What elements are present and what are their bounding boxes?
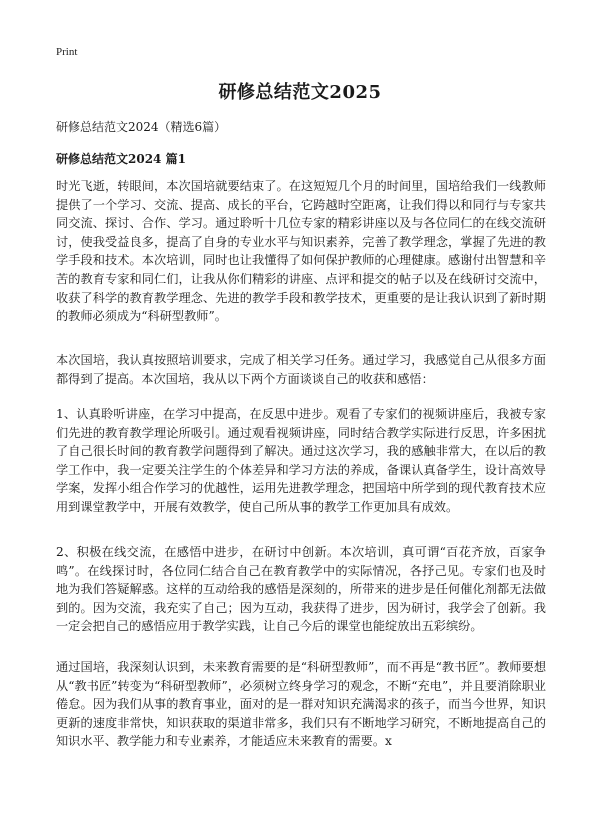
paragraph-point-2: 2、积极在线交流，在感悟中进步，在研讨中创新。本次培训，真可谓“百花齐放，百家争鸣”。在线探讨时，各位同仁结合自己在教育教学中的实际情况，各抒己见。专家们也及时地为我们答疑解惑。这样的互动给我的感悟是深刻的，所带来的进步是任何催化剂都无法做到的。因为交流，我充实了自己；因为互动，我获得了进步，因为研讨，我学会了创新。我一定会把自己的感悟应用于教学实践，让自己今后的课堂也能绽放出五彩缤纷。 (56, 545, 546, 634)
page-title: 研修总结范文2025 (218, 82, 382, 103)
paragraph-intro: 时光飞逝，转眼间，本次国培就要结束了。在这短短几个月的时间里，国培给我们一线教师提供了一个学习、交流、提高、成长的平台，它跨越时空距离，让我们得以和同行与专家共同交流、探讨、合作、学习。通过聆听十几位专家的精彩讲座以及与各位同仁的在线交流研讨，使我受益良多，提高了自身的专业水平与知识素养，完善了教学理念，掌握了先进的教学手段和技术。本次培训，同时也让我懂得了如何保护教师的心理健康。感谢付出智慧和辛苦的教育专家和同仁们，让我从你们精彩的讲座、点评和提交的帖子以及在线研讨交流中，收获了科学的教育教学理念、先进的教学手段和教学技术，更重要的是让我认识到了新时期的教师必须成为“科研型教师”。 (56, 179, 546, 324)
paragraph-conclusion: 通过国培，我深刻认识到，未来教育需要的是“科研型教师”，而不再是“教书匠”。教师要想从“教书匠”转变为“科研型教师”，必须树立终身学习的观念，不断“充电”，并且要消除职业倦怠。因为我们从事的教育事业，面对的是一群对知识充满渴求的孩子，而当今世界，知识更新的速度非常快，知识获取的渠道非常多，我们只有不断地学习研究，不断地提高自己的知识水平、教学能力和专业素养，才能适应未来教育的需要。x (56, 660, 547, 749)
paragraph-point-1: 1、认真聆听讲座，在学习中提高，在反思中进步。观看了专家们的视频讲座后，我被专家们先进的教育教学理论所吸引。通过观看视频讲座，同时结合教学实际进行反思，许多困扰了自己很长时间的教育教学问题得到了解决。通过这次学习，我的感触非常大，在以后的教学工作中，我一定要关注学生的个体差异和学习方法的养成，备课认真备学生，设计高效导学案，发挥小组合作学习的优越性，运用先进教学理念，把国培中所学到的现代教育技术应用到课堂教学中，开展有效教学，使自己所从事的教学工作更加具有成效。 (56, 407, 546, 514)
print-link[interactable]: Print (56, 46, 78, 58)
section-heading: 研修总结范文2024 篇1 (56, 152, 186, 166)
document-subtitle: 研修总结范文2024（精选6篇） (56, 120, 227, 134)
paragraph-tasks: 本次国培，我认真按照培训要求，完成了相关学习任务。通过学习，我感觉自己从很多方面都得到了提高。本次国培，我从以下两个方面谈谈自己的收获和感悟： (56, 353, 546, 386)
